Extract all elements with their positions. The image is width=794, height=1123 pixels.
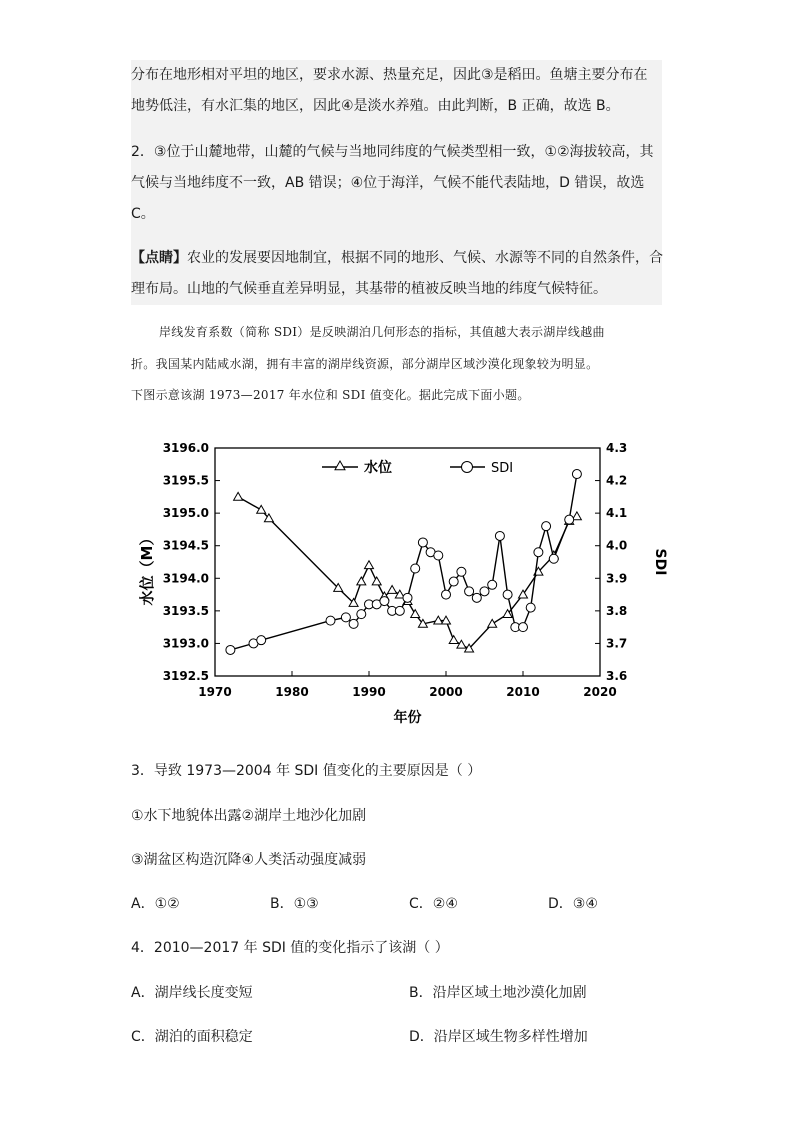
sdi-point <box>226 645 235 654</box>
sdi-point <box>472 593 481 602</box>
sdi-point <box>434 551 443 560</box>
note-label: 【点睛】 <box>131 250 187 266</box>
legend-sdi-label: SDI <box>491 461 514 476</box>
explanation-q1-line-1: 分布在地形相对平坦的地区，要求水源、热量充足，因此③是稻田。鱼塘主要分布在 <box>131 67 648 83</box>
note-line-2: 理布局。山地的气候垂直差异明显，其基带的植被反映当地的纬度气候特征。 <box>131 281 607 297</box>
passage-line-2: 折。我国某内陆咸水湖，拥有丰富的湖岸线资源，部分湖岸区域沙漠化现象较为明显。 <box>131 357 599 371</box>
question-4-option-d[interactable]: D．沿岸区域生物多样性增加 <box>409 1029 588 1045</box>
explanation-q2-line-3: C。 <box>131 206 155 222</box>
x-tick-label: 1970 <box>198 685 232 699</box>
water-level-point <box>411 610 420 618</box>
question-3-option-b[interactable]: B．①③ <box>270 896 319 912</box>
y-left-tick-label: 3196.0 <box>162 441 209 455</box>
sdi-point <box>526 603 535 612</box>
water-level-point <box>257 505 266 513</box>
sdi-point <box>534 548 543 557</box>
explanation-q2-line-1: 2．③位于山麓地带，山麓的气候与当地同纬度的气候类型相一致，①②海拔较高，其 <box>131 144 654 160</box>
water-level-point <box>365 561 374 569</box>
y-right-tick-label: 3.7 <box>606 636 628 651</box>
sdi-point <box>442 590 451 599</box>
sdi-point <box>549 554 558 563</box>
explanation-q2-line-2: 气候与当地纬度不一致，AB 错误；④位于海洋，气候不能代表陆地，D 错误，故选 <box>131 175 645 191</box>
sdi-point <box>341 613 350 622</box>
sdi-point <box>488 580 497 589</box>
x-tick-label: 2020 <box>583 685 617 699</box>
sdi-point <box>326 616 335 625</box>
question-3-option-d[interactable]: D．③④ <box>548 896 598 912</box>
y-left-tick-label: 3193.5 <box>162 603 209 618</box>
legend-sdi-marker <box>462 462 473 473</box>
sdi-point <box>495 531 504 540</box>
question-3-stem: 3．导致 1973—2004 年 SDI 值变化的主要原因是（ ） <box>131 763 482 779</box>
explanation-q1-line-2: 地势低洼，有水汇集的地区，因此④是淡水养殖。由此判断，B 正确，故选 B。 <box>131 98 620 114</box>
sdi-point <box>572 470 581 479</box>
y-left-tick-label: 3193.0 <box>162 636 209 651</box>
y-left-tick-label: 3194.5 <box>162 538 209 553</box>
note-text-1: 农业的发展要因地制宜，根据不同的地形、气候、水源等不同的自然条件，合 <box>187 250 663 266</box>
sdi-point <box>457 567 466 576</box>
water-level-point <box>519 590 528 598</box>
y-left-tick-label: 3194.0 <box>162 571 209 586</box>
sdi-point <box>542 522 551 531</box>
question-4-option-a[interactable]: A．湖岸线长度变短 <box>131 985 253 1001</box>
sdi-point <box>418 538 427 547</box>
sdi-point <box>403 593 412 602</box>
sdi-point <box>395 606 404 615</box>
sdi-point <box>411 564 420 573</box>
sdi-point <box>257 636 266 645</box>
passage-line-1: 岸线发育系数（简称 SDI）是反映湖泊几何形态的指标，其值越大表示湖岸线越曲 <box>159 325 605 339</box>
water-level-point <box>372 577 381 585</box>
water-level-point <box>457 640 466 648</box>
water-level-point <box>357 577 366 585</box>
sdi-point <box>503 590 512 599</box>
water-level-point <box>388 586 397 594</box>
y-right-tick-label: 3.8 <box>606 603 628 618</box>
x-tick-label: 2010 <box>506 685 540 699</box>
x-tick-label: 1990 <box>352 685 386 699</box>
sdi-point <box>449 577 458 586</box>
sdi-point <box>519 623 528 632</box>
note-line-1 <box>131 243 663 274</box>
y-right-tick-label: 3.9 <box>606 571 628 586</box>
y-right-tick-label: 4.0 <box>606 538 628 553</box>
y-left-tick-label: 3195.5 <box>162 473 209 488</box>
y-left-tick-label: 3195.0 <box>162 506 209 521</box>
question-4-option-b[interactable]: B．沿岸区域土地沙漠化加剧 <box>409 985 587 1001</box>
y-right-axis-label: SDI <box>652 548 668 576</box>
legend-water-level-label: 水位 <box>364 460 392 476</box>
plot-frame <box>215 448 600 676</box>
x-axis-label: 年份 <box>393 710 422 726</box>
y-right-tick-label: 3.6 <box>606 669 628 683</box>
water-level-sdi-chart <box>0 420 794 740</box>
x-tick-label: 1980 <box>275 685 309 699</box>
question-4-option-c[interactable]: C．湖泊的面积稳定 <box>131 1029 253 1045</box>
sdi-point <box>465 587 474 596</box>
passage-line-3: 下图示意该湖 1973—2017 年水位和 SDI 值变化。据此完成下面小题。 <box>131 388 530 402</box>
water-level-point <box>449 636 458 644</box>
sdi-point <box>480 587 489 596</box>
question-3-statement-1: ①水下地貌体出露②湖岸土地沙化加剧 <box>131 808 367 824</box>
sdi-point <box>357 610 366 619</box>
y-right-tick-label: 4.3 <box>606 441 628 455</box>
y-right-tick-label: 4.1 <box>606 506 628 521</box>
legend-water-level-marker <box>335 461 345 470</box>
question-3-statement-2: ③湖盆区构造沉降④人类活动强度减弱 <box>131 852 367 868</box>
sdi-point <box>349 619 358 628</box>
water-level-point <box>488 619 497 627</box>
y-left-tick-label: 3192.5 <box>162 669 209 683</box>
question-4-stem: 4．2010—2017 年 SDI 值的变化指示了该湖（ ） <box>131 940 449 956</box>
sdi-point <box>565 515 574 524</box>
question-3-option-a[interactable]: A．①② <box>131 896 180 912</box>
y-left-axis-label: 水位（M） <box>138 530 156 606</box>
y-right-tick-label: 4.2 <box>606 473 628 488</box>
question-3-option-c[interactable]: C．②④ <box>409 896 458 912</box>
x-tick-label: 2000 <box>429 685 463 699</box>
water-level-point <box>234 492 243 500</box>
sdi-point <box>380 597 389 606</box>
